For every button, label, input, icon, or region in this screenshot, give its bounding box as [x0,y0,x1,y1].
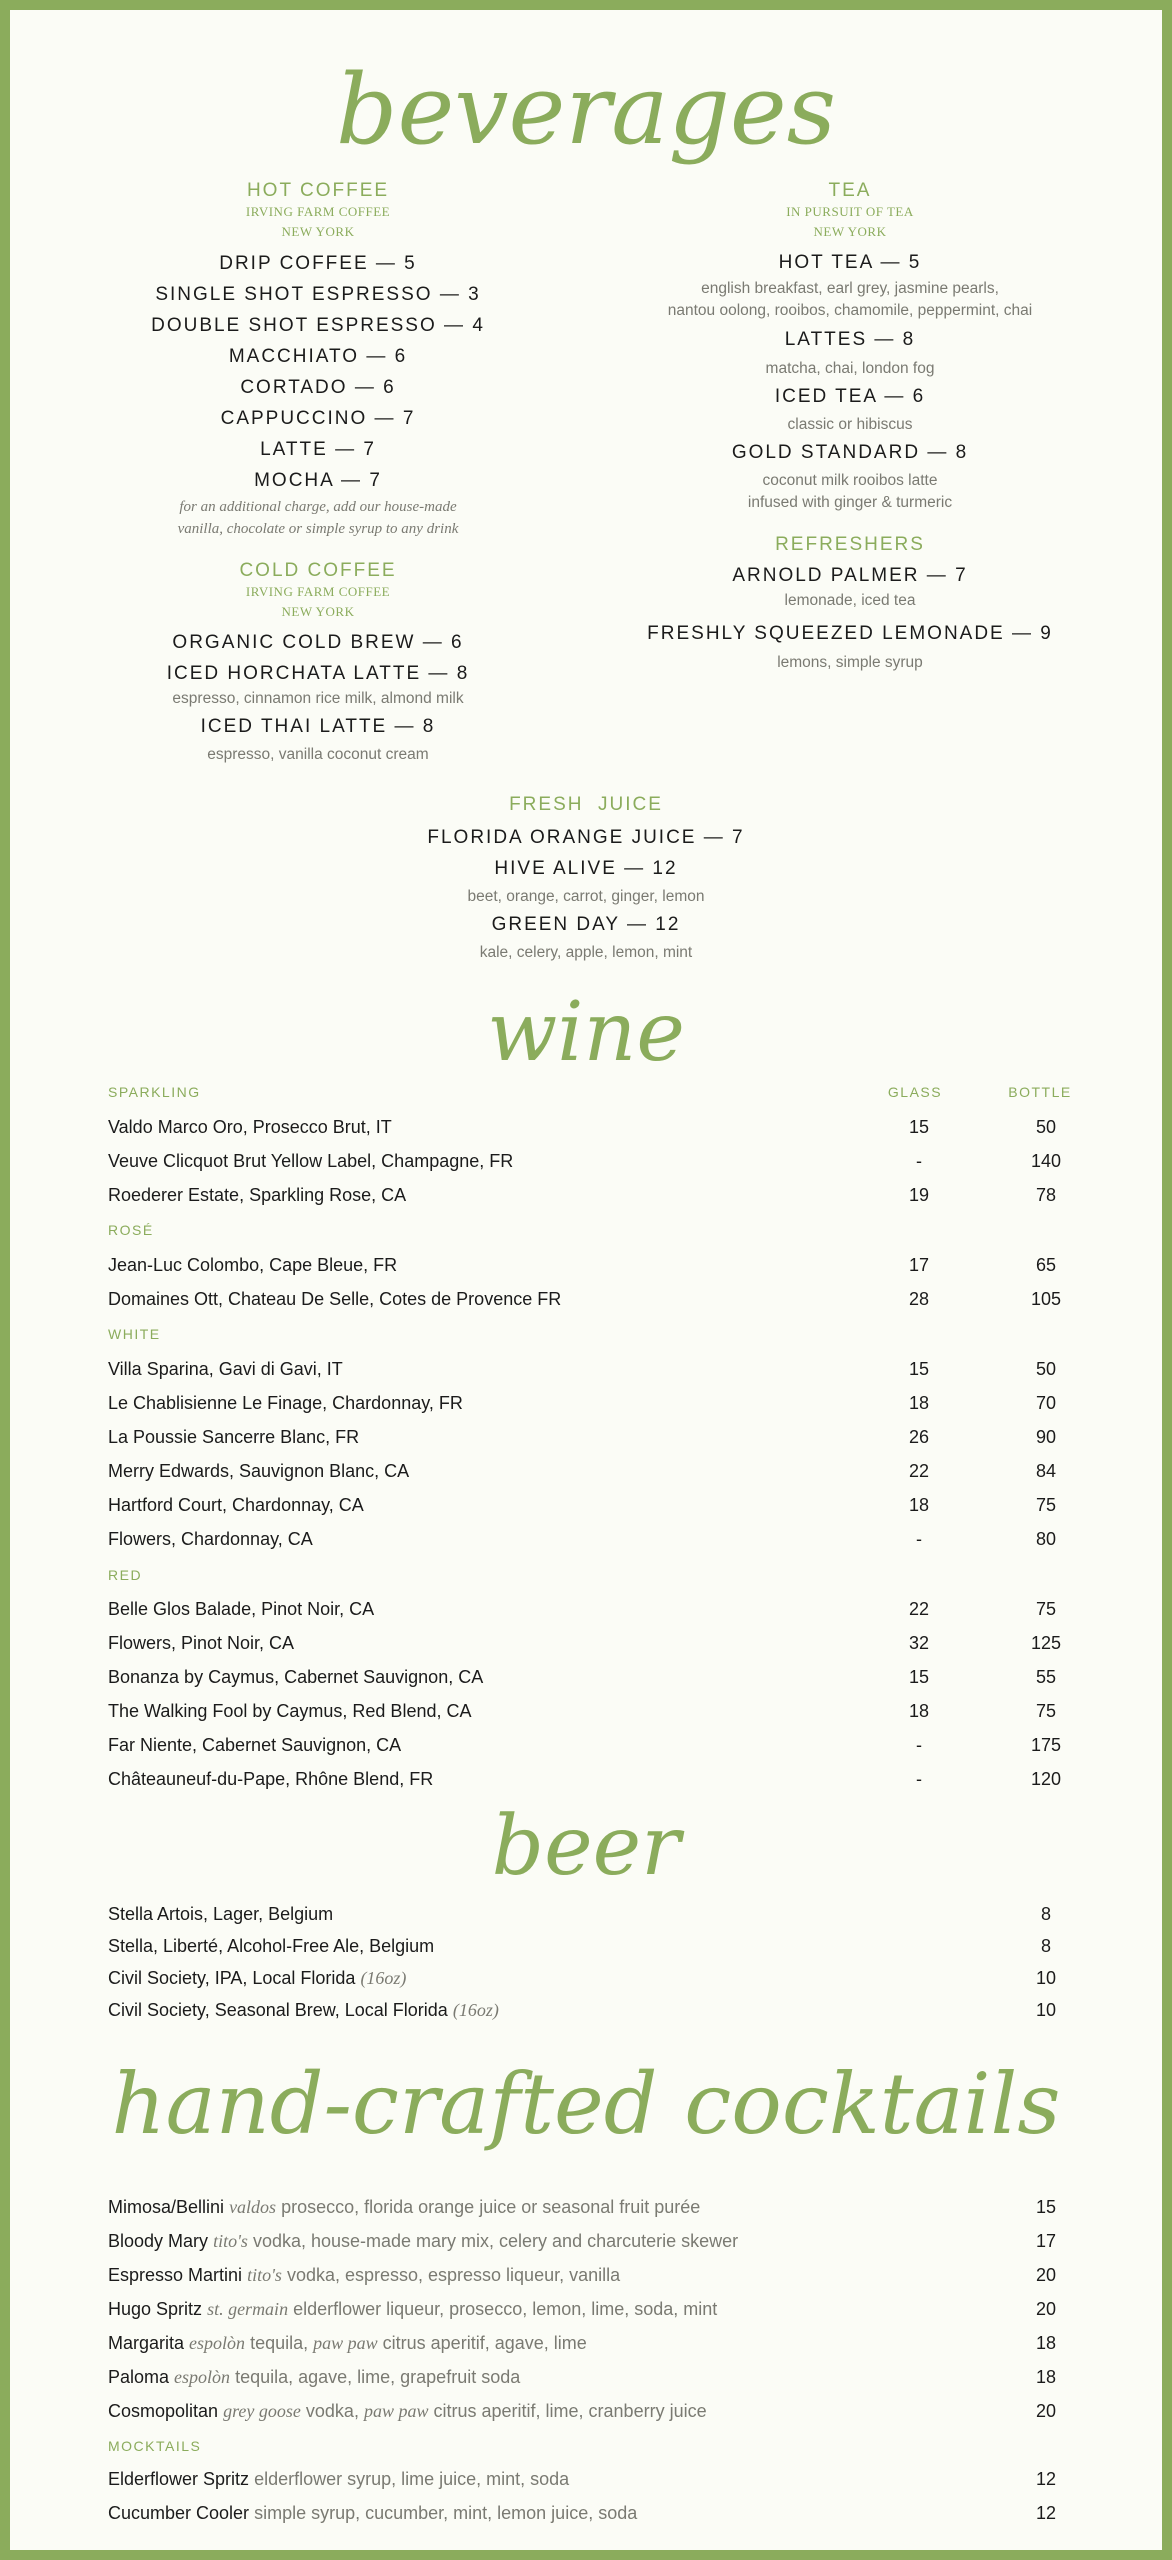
wine-row [108,1488,1068,1522]
mocktail-description: elderflower syrup, lime juice, mint, soda [254,2469,570,2489]
wine-name: Flowers, Chardonnay, CA [108,1529,313,1549]
bottle-price: 140 [1030,1151,1062,1171]
menu-item: ORGANIC COLD BREW — 6 [172,632,464,653]
cocktail-price: 18 [1035,2333,1057,2353]
wine-name: Le Chablisienne Le Finage, Chardonnay, FR [108,1393,463,1413]
bottle-price: 175 [1030,1735,1062,1755]
beer-price: 10 [1035,2000,1057,2020]
beer-name [108,1930,434,1962]
glass-price: 15 [908,1359,930,1379]
cocktail-row [108,2258,1068,2292]
mocktail-price: 12 [1035,2469,1057,2489]
cocktail-spirit: paw paw [313,2333,378,2353]
mocktail-name: Cucumber Cooler [108,2503,250,2523]
cocktail-row [108,2326,1068,2360]
beer-row [108,1898,1068,1930]
cocktail-price: 18 [1035,2367,1057,2387]
cocktail-line [108,2258,620,2292]
cocktail-price: 20 [1035,2265,1057,2285]
tea-title: TEA [828,180,872,201]
cocktail-price: 17 [1035,2231,1057,2251]
wine-name: Valdo Marco Oro, Prosecco Brut, IT [108,1117,392,1137]
bottle-price: 75 [1035,1495,1057,1515]
bottle-price: 125 [1030,1633,1062,1653]
menu-item: MACCHIATO — 6 [228,346,408,367]
wine-row [108,1248,1068,1282]
menu-item: LATTE — 7 [260,439,376,460]
mocktail-row [108,2462,1068,2496]
wine-row [108,1592,1068,1626]
menu-item: ICED THAI LATTE — 8 [200,716,436,737]
mocktail-description: simple syrup, cucumber, mint, lemon juice, soda [254,2503,638,2523]
beer-name [108,1994,499,2026]
menu-item: CORTADO — 6 [240,377,396,398]
menu-item: GOLD STANDARD — 8 [731,442,969,463]
refreshers-title: REFRESHERS [775,534,925,555]
wine-row [108,1626,1068,1660]
glass-price: - [916,1151,922,1171]
cocktail-description: tequila, [250,2333,309,2353]
beer-name-text: Civil Society, Seasonal Brew, Local Florida [108,2000,448,2020]
cocktail-name: Mimosa/Bellini [108,2197,225,2217]
cocktail-description: prosecco, florida orange juice or seasonal fruit purée [281,2197,701,2217]
cocktail-description: citrus aperitif, lime, cranberry juice [433,2401,707,2421]
wine-name: Bonanza by Caymus, Cabernet Sauvignon, CA [108,1667,484,1687]
wine-name: Merry Edwards, Sauvignon Blanc, CA [108,1461,410,1481]
item-description: espresso, vanilla coconut cream [207,746,429,763]
wine-row [108,1282,1068,1316]
mocktail-line [108,2462,569,2496]
cocktail-name: Paloma [108,2367,170,2387]
wine-name: Hartford Court, Chardonnay, CA [108,1495,364,1515]
cocktail-row [108,2224,1068,2258]
cocktail-row [108,2190,1068,2224]
beer-row [108,1994,1068,2026]
wine-row [108,1178,1068,1212]
menu-item: FLORIDA ORANGE JUICE — 7 [427,827,745,848]
glass-price: 22 [908,1599,930,1619]
bottle-price: 75 [1035,1599,1057,1619]
beer-name [108,1962,406,1994]
cold-coffee-sub1: IRVING FARM COFFEE [245,584,391,599]
cocktails-heading: hand-crafted cocktails [111,2055,1061,2153]
cocktail-row [108,2394,1068,2428]
glass-price: - [916,1735,922,1755]
wine-row [108,1420,1068,1454]
menu-item: HIVE ALIVE — 12 [494,858,678,879]
item-description: lemons, simple syrup [777,654,923,671]
cocktail-spirit: st. germain [207,2299,289,2319]
wine-name: Veuve Clicquot Brut Yellow Label, Champagne, FR [108,1151,514,1171]
menu-item: CAPPUCCINO — 7 [220,408,416,429]
wine-row [108,1454,1068,1488]
wine-row [108,1386,1068,1420]
glass-price: 15 [908,1117,930,1137]
glass-price: 32 [908,1633,930,1653]
menu-item: FRESHLY SQUEEZED LEMONADE — 9 [647,623,1053,644]
beer-name [108,1898,333,1930]
bottle-price: 50 [1035,1117,1057,1137]
glass-price: 18 [908,1393,930,1413]
glass-price: 18 [908,1701,930,1721]
tea-column [610,180,1090,674]
cocktail-name: Espresso Martini [108,2265,243,2285]
beer-row [108,1930,1068,1962]
item-description: nantou oolong, rooibos, chamomile, peppermint, chai [667,302,1033,319]
item-description: coconut milk rooibos latte [762,472,938,489]
menu-item: HOT TEA — 5 [778,252,922,273]
glass-price: 15 [908,1667,930,1687]
wine-row [108,1694,1068,1728]
bottle-price: 80 [1035,1529,1057,1549]
mocktail-price: 12 [1035,2503,1057,2523]
cocktail-description: tequila, agave, lime, grapefruit soda [235,2367,521,2387]
menu-item: LATTES — 8 [784,329,916,350]
bottle-price: 78 [1035,1185,1057,1205]
cocktail-spirit: espolòn [174,2367,231,2387]
coffee-column [118,180,518,766]
cocktail-price: 15 [1035,2197,1057,2217]
cocktail-line [108,2224,738,2258]
mocktails-label: MOCKTAILS [108,2438,202,2454]
item-description: beet, orange, carrot, ginger, lemon [467,888,705,905]
cocktail-line [108,2190,700,2224]
beer-size: (16oz) [452,2000,499,2020]
mocktail-name: Elderflower Spritz [108,2469,250,2489]
bottle-price: 65 [1035,1255,1057,1275]
cocktail-line [108,2326,587,2360]
item-description: classic or hibiscus [787,416,913,433]
beer-heading: beer [491,1799,681,1894]
bottle-column-header: BOTTLE [1008,1084,1072,1100]
menu-page [10,10,1162,2550]
red-label: RED [108,1567,143,1583]
cocktail-line [108,2360,520,2394]
cocktail-description: vodka, [305,2401,359,2421]
menu-item: DOUBLE SHOT ESPRESSO — 4 [151,315,485,336]
cocktail-description: vodka, house-made mary mix, celery and charcuterie skewer [252,2231,739,2251]
item-description: lemonade, iced tea [784,592,916,609]
cocktail-price: 20 [1035,2401,1057,2421]
wine-row [108,1352,1068,1386]
menu-item: ICED HORCHATA LATTE — 8 [166,663,470,684]
wine-name: Jean-Luc Colombo, Cape Bleue, FR [108,1255,398,1275]
sparkling-label: SPARKLING [108,1084,201,1100]
menu-item: SINGLE SHOT ESPRESSO — 3 [155,284,481,305]
beer-price: 8 [1040,1904,1051,1924]
cocktail-description: vodka, espresso, espresso liqueur, vanilla [286,2265,621,2285]
cocktail-line [108,2292,717,2326]
glass-price: 28 [908,1289,930,1309]
wine-name: Flowers, Pinot Noir, CA [108,1633,295,1653]
cocktail-spirit: espolòn [189,2333,246,2353]
wine-row [108,1110,1068,1144]
bottle-price: 55 [1035,1667,1057,1687]
bottle-price: 84 [1035,1461,1057,1481]
bottle-price: 75 [1035,1701,1057,1721]
wine-row [108,1728,1068,1762]
mocktail-row [108,2496,1068,2530]
wine-row [108,1660,1068,1694]
beer-size: (16oz) [360,1968,407,1988]
cocktail-spirit: paw paw [363,2401,429,2421]
cocktail-name: Margarita [108,2333,185,2353]
wine-name: La Poussie Sancerre Blanc, FR [108,1427,360,1447]
beer-name-text: Stella Artois, Lager, Belgium [108,1904,334,1924]
cocktail-spirit: tito's [213,2231,248,2251]
wine-row [108,1144,1068,1178]
cocktail-description: citrus aperitif, agave, lime [382,2333,587,2353]
cocktail-name: Cosmopolitan [108,2401,219,2421]
wine-row [108,1762,1068,1796]
bottle-price: 90 [1035,1427,1057,1447]
menu-item: MOCHA — 7 [254,470,382,491]
cocktail-name: Hugo Spritz [108,2299,203,2319]
bottle-price: 50 [1035,1359,1057,1379]
glass-price: 19 [908,1185,930,1205]
juice-title: FRESH JUICE [509,794,663,815]
bottle-price: 70 [1035,1393,1057,1413]
item-description: english breakfast, earl grey, jasmine pearls, [701,280,999,297]
tea-sub2: NEW YORK [813,224,887,239]
cocktail-row [108,2360,1068,2394]
menu-item: ICED TEA — 6 [774,386,926,407]
wine-name: Châteauneuf-du-Pape, Rhône Blend, FR [108,1769,434,1789]
cocktail-name: Bloody Mary [108,2231,209,2251]
glass-column-header: GLASS [887,1084,943,1100]
wine-name: Far Niente, Cabernet Sauvignon, CA [108,1735,402,1755]
menu-item: DRIP COFFEE — 5 [219,253,417,274]
syrup-note: vanilla, chocolate or simple syrup to any drink [177,521,459,537]
syrup-note: for an additional charge, add our house-made [179,499,457,515]
beer-name-text: Stella, Liberté, Alcohol-Free Ale, Belgium [108,1936,435,1956]
white-label: WHITE [108,1326,161,1342]
cocktail-row [108,2292,1068,2326]
cocktail-description: elderflower liqueur, prosecco, lemon, lime, soda, mint [293,2299,718,2319]
wine-name: Belle Glos Balade, Pinot Noir, CA [108,1599,375,1619]
item-description: espresso, cinnamon rice milk, almond milk [172,690,464,707]
item-description: kale, celery, apple, lemon, mint [479,944,693,961]
item-description: matcha, chai, london fog [765,360,935,377]
wine-name: Domaines Ott, Chateau De Selle, Cotes de Provence FR [108,1289,562,1309]
beer-row [108,1962,1068,1994]
hot-coffee-sub1: IRVING FARM COFFEE [245,204,391,219]
bottle-price: 105 [1030,1289,1062,1309]
beverages-heading: beverages [336,54,836,166]
wine-name: Roederer Estate, Sparkling Rose, CA [108,1185,407,1205]
menu-item: ARNOLD PALMER — 7 [732,565,968,586]
menu-item: GREEN DAY — 12 [491,914,681,935]
item-description: infused with ginger & turmeric [747,494,953,511]
mocktail-line [108,2496,637,2530]
hot-coffee-title: HOT COFFEE [246,180,390,201]
glass-price: - [916,1769,922,1789]
rose-label: ROSÉ [108,1222,154,1238]
juice-section [336,794,836,964]
hot-coffee-sub2: NEW YORK [281,224,355,239]
glass-price: 26 [908,1427,930,1447]
wine-row [108,1522,1068,1556]
beer-price: 8 [1040,1936,1051,1956]
wine-name: Villa Sparina, Gavi di Gavi, IT [108,1359,343,1379]
cocktail-spirit: grey goose [223,2401,301,2421]
glass-price: - [916,1529,922,1549]
cocktail-spirit: tito's [247,2265,282,2285]
bottle-price: 120 [1030,1769,1062,1789]
glass-price: 17 [908,1255,930,1275]
cocktail-line [108,2394,707,2428]
cocktail-price: 20 [1035,2299,1057,2319]
wine-name: The Walking Fool by Caymus, Red Blend, CA [108,1701,472,1721]
tea-sub1: IN PURSUIT OF TEA [786,204,914,219]
cold-coffee-title: COLD COFFEE [239,560,397,581]
cocktail-spirit: valdos [229,2197,277,2217]
wine-heading: wine [487,985,685,1080]
glass-price: 18 [908,1495,930,1515]
cold-coffee-sub2: NEW YORK [281,604,355,619]
glass-price: 22 [908,1461,930,1481]
beer-name-text: Civil Society, IPA, Local Florida [108,1968,356,1988]
beer-price: 10 [1035,1968,1057,1988]
